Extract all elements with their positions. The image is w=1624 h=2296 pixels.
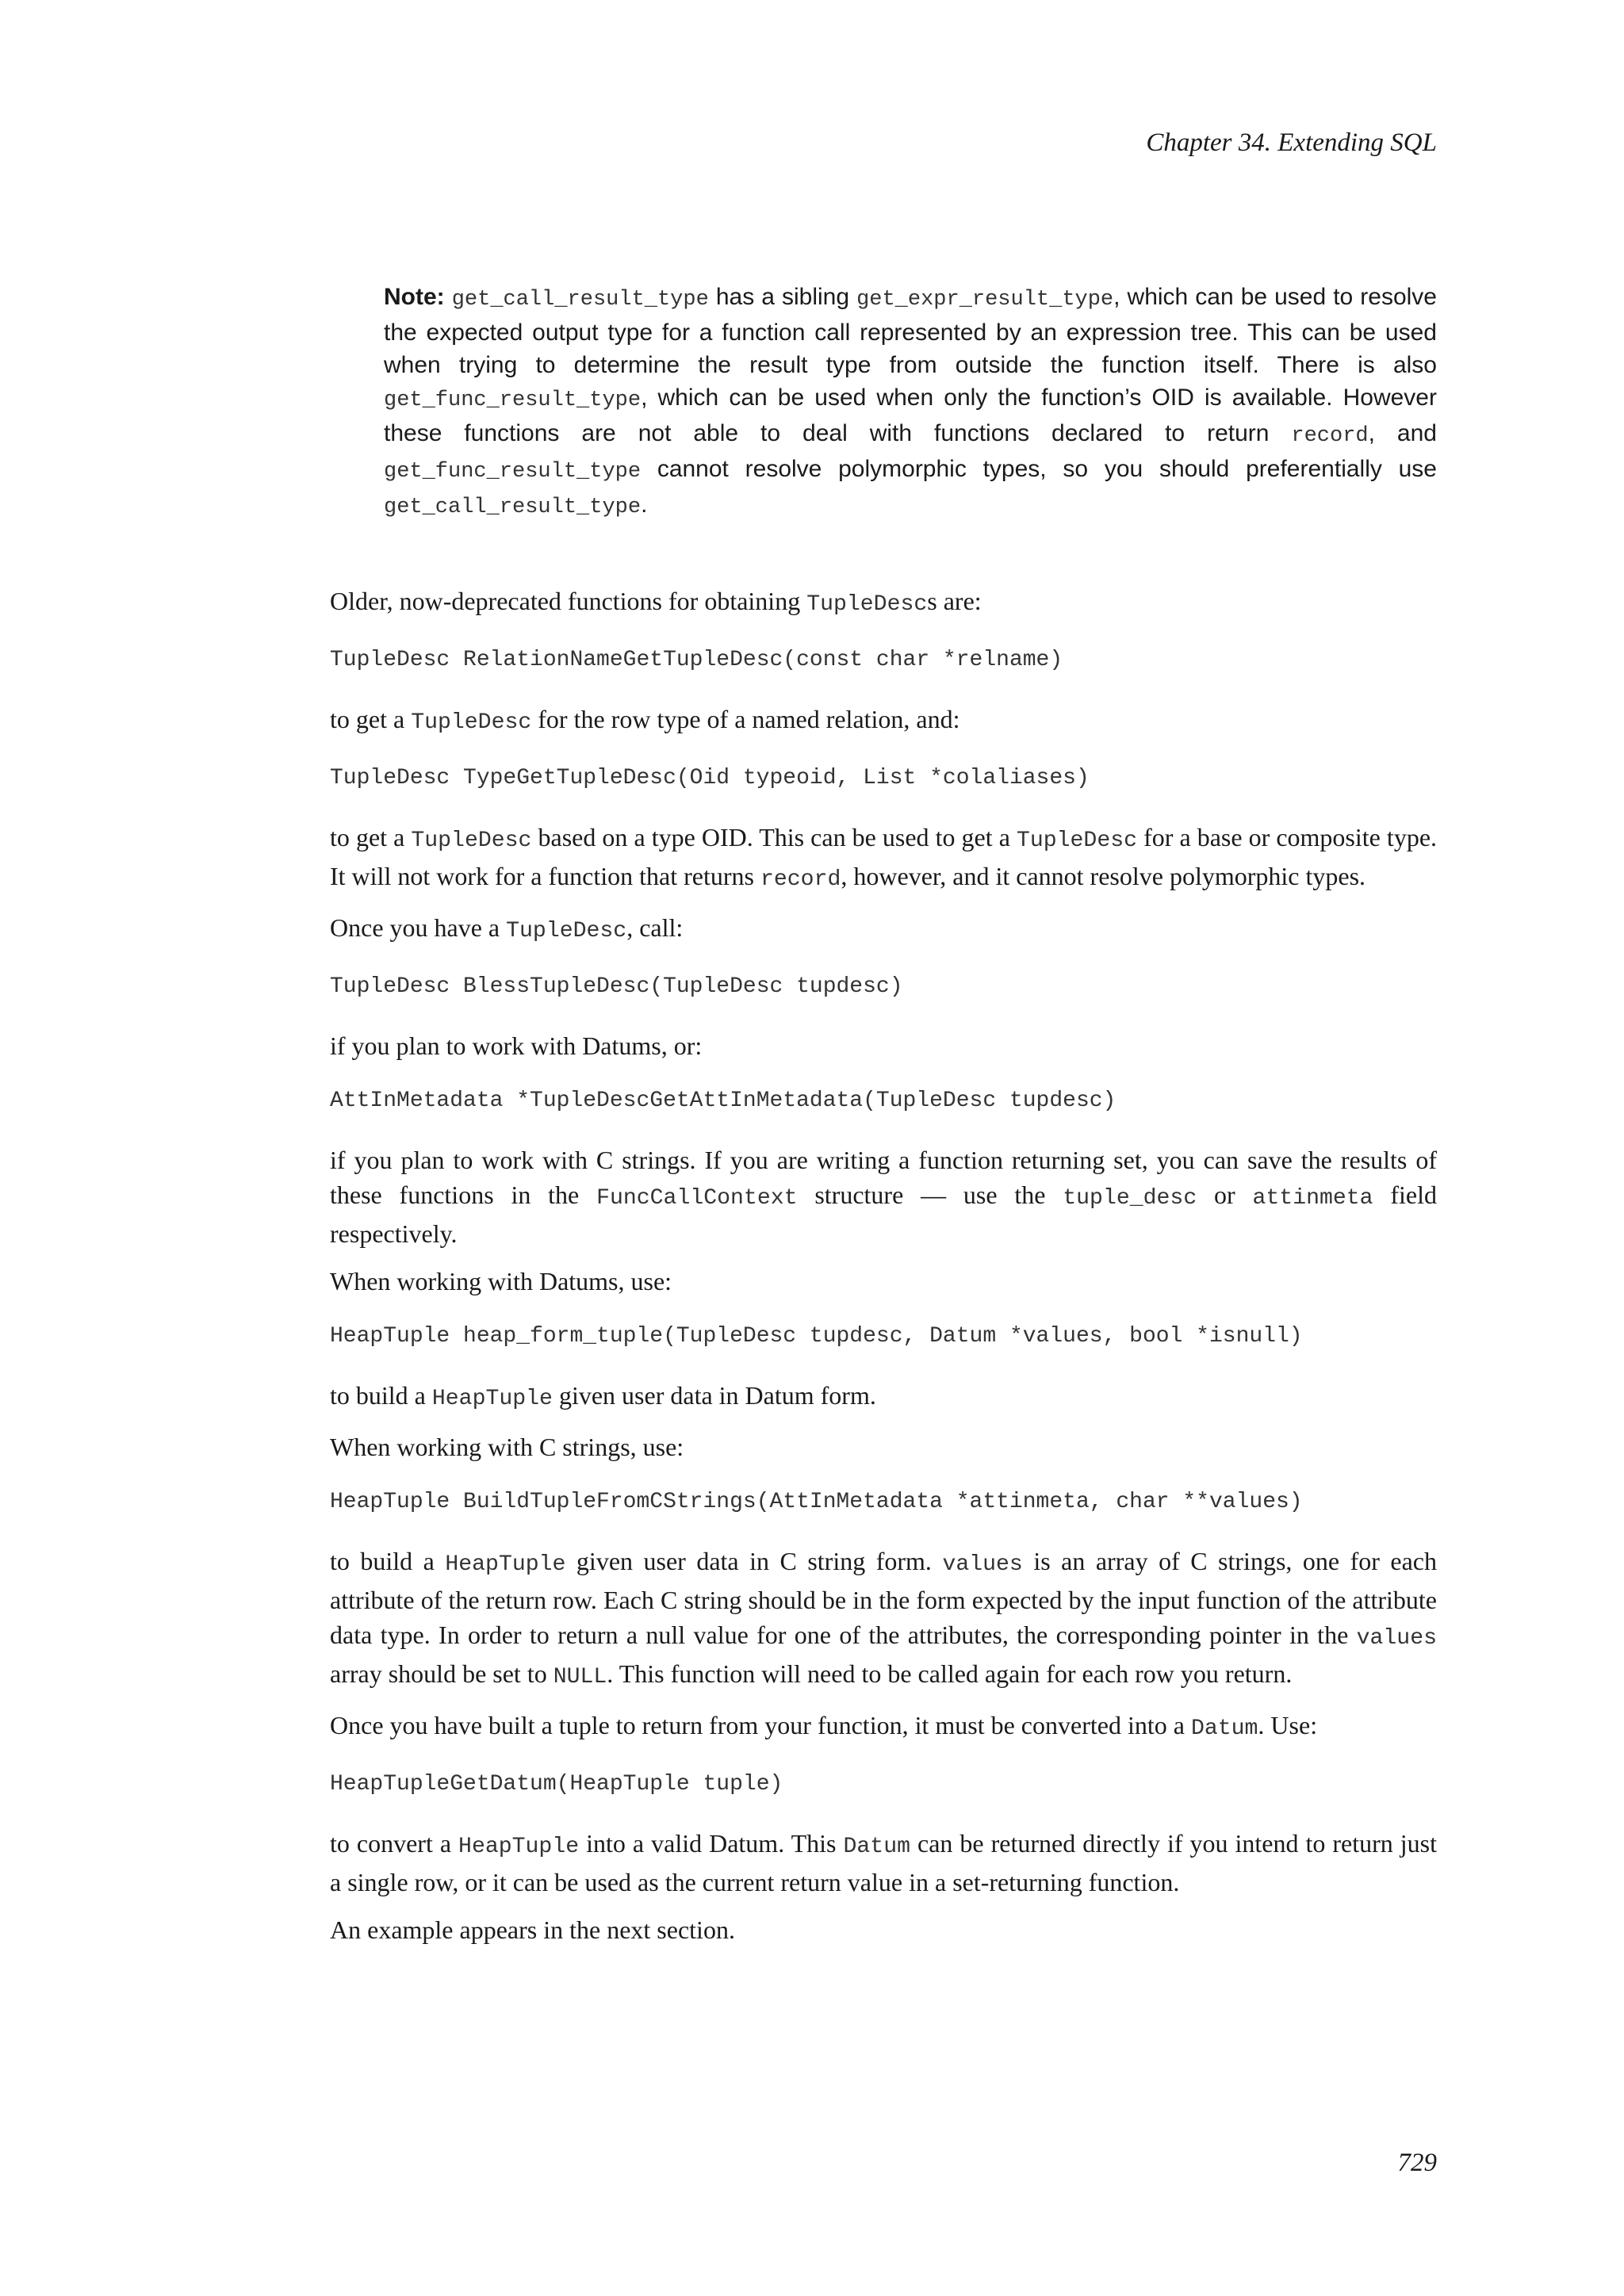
code-block: TupleDesc TypeGetTupleDesc(Oid typeoid, List *colaliases): [330, 766, 1090, 790]
text-run: array should be set to: [330, 1659, 553, 1688]
note-label: Note:: [384, 284, 445, 310]
inline-code: TupleDesc: [411, 828, 532, 853]
inline-code: attinmeta: [1252, 1186, 1373, 1211]
inline-code: NULL: [553, 1665, 607, 1689]
note-text: , and: [1368, 420, 1437, 446]
note-text: , which can be used to resolve the expected output type for a function call represented by an expression tree. This can be used when trying to determine the result type from outside the function itself. There is also: [384, 284, 1437, 378]
paragraph: When working with C strings, use:: [330, 1433, 684, 1461]
text-run: structure — use the: [797, 1181, 1063, 1209]
code-block: HeapTuple BuildTupleFromCStrings(AttInMetadata *attinmeta, char **values): [330, 1490, 1303, 1514]
note-text: has a sibling: [708, 284, 857, 310]
paragraph: [330, 702, 1437, 740]
page-number: 729: [1397, 2149, 1437, 2177]
text-run: to get a: [330, 823, 412, 851]
text-run: Once you have built a tuple to return from your function, it must be converted into a: [330, 1711, 1191, 1739]
text-run: for a base or composite type. It will not work for a function that returns: [330, 823, 1438, 890]
inline-code: HeapTuple: [458, 1835, 580, 1859]
paragraph: [330, 820, 1437, 897]
paragraph: [330, 1378, 1437, 1417]
inline-code: get_call_result_type: [384, 496, 642, 519]
text-run: given user data in Datum form.: [552, 1381, 876, 1410]
text-run: given user data in C string form.: [565, 1547, 943, 1575]
inline-code: get_call_result_type: [451, 288, 709, 312]
text-run: or: [1197, 1181, 1253, 1209]
note-text: , which can be used when only the function’s OID is available. However these functions are not able to deal with functions declared to return: [384, 385, 1437, 446]
note-text: .: [641, 492, 648, 518]
inline-code: values: [942, 1552, 1023, 1577]
text-run: into a valid Datum. This: [579, 1829, 844, 1858]
paragraph: [330, 1708, 1437, 1747]
paragraph: [330, 584, 1437, 622]
inline-code: HeapTuple: [431, 1387, 553, 1411]
inline-code: FuncCallContext: [596, 1186, 798, 1211]
paragraph: [330, 1826, 1437, 1900]
inline-code: Datum: [843, 1835, 910, 1859]
text-run: , however, and it cannot resolve polymorphic types.: [841, 862, 1366, 890]
text-run: for the row type of a named relation, and:: [531, 705, 960, 733]
text-run: s are:: [927, 587, 982, 615]
inline-code: TupleDesc: [806, 592, 928, 617]
inline-code: get_func_result_type: [384, 460, 642, 484]
text-run: if you plan to work with C strings. If you are writing a function returning set, you can save the results of these functions in the: [330, 1146, 1437, 1209]
running-header: Chapter 34. Extending SQL: [1146, 128, 1437, 157]
text-run: is an array of C strings, one for each attribute of the return row. Each C string should be in the form expected by the input function of the attribute data type. In order to return a null value for one of the attributes, the corresponding pointer in the: [330, 1547, 1438, 1649]
inline-code: Datum: [1190, 1716, 1258, 1741]
note-block: [384, 281, 1437, 524]
inline-code: TupleDesc: [506, 919, 627, 943]
paragraph: [330, 910, 1437, 949]
text-run: . Use:: [1258, 1711, 1318, 1739]
code-block: HeapTupleGetDatum(HeapTuple tuple): [330, 1772, 783, 1797]
text-run: based on a type OID. This can be used to get a: [531, 823, 1017, 851]
paragraph: An example appears in the next section.: [330, 1915, 735, 1944]
inline-code: record: [760, 867, 841, 892]
text-run: , call:: [626, 913, 684, 942]
inline-code: TupleDesc: [1016, 828, 1138, 853]
inline-code: values: [1356, 1626, 1437, 1651]
text-run: Once you have a: [330, 913, 507, 942]
text-run: can be returned directly if you intend to return just a single row, or it can be used as the current return value in a set-returning function.: [330, 1829, 1437, 1896]
body-text: [330, 584, 1437, 1960]
text-run: . This function will need to be called again for each row you return.: [607, 1659, 1293, 1688]
inline-code: record: [1291, 424, 1369, 448]
inline-code: TupleDesc: [411, 710, 532, 735]
inline-code: get_func_result_type: [384, 388, 642, 412]
text-run: Older, now-deprecated functions for obtaining: [330, 587, 807, 615]
text-run: to build a: [330, 1547, 446, 1575]
code-block: HeapTuple heap_form_tuple(TupleDesc tupdesc, Datum *values, bool *isnull): [330, 1324, 1303, 1349]
inline-code: HeapTuple: [445, 1552, 566, 1577]
paragraph: if you plan to work with Datums, or:: [330, 1031, 703, 1060]
code-block: TupleDesc RelationNameGetTupleDesc(const char *relname): [330, 648, 1063, 672]
code-block: AttInMetadata *TupleDescGetAttInMetadata(TupleDesc tupdesc): [330, 1089, 1116, 1113]
code-block: TupleDesc BlessTupleDesc(TupleDesc tupdesc): [330, 974, 903, 999]
text-run: to build a: [330, 1381, 432, 1410]
paragraph: [330, 1544, 1437, 1695]
paragraph: When working with Datums, use:: [330, 1267, 672, 1295]
text-run: to get a: [330, 705, 412, 733]
text-run: to convert a: [330, 1829, 459, 1858]
inline-code: tuple_desc: [1063, 1186, 1197, 1211]
text-run: field respectively.: [330, 1181, 1438, 1248]
paragraph: [330, 1142, 1437, 1251]
note-text: cannot resolve polymorphic types, so you should preferentially use: [641, 456, 1437, 482]
inline-code: get_expr_result_type: [856, 288, 1114, 312]
